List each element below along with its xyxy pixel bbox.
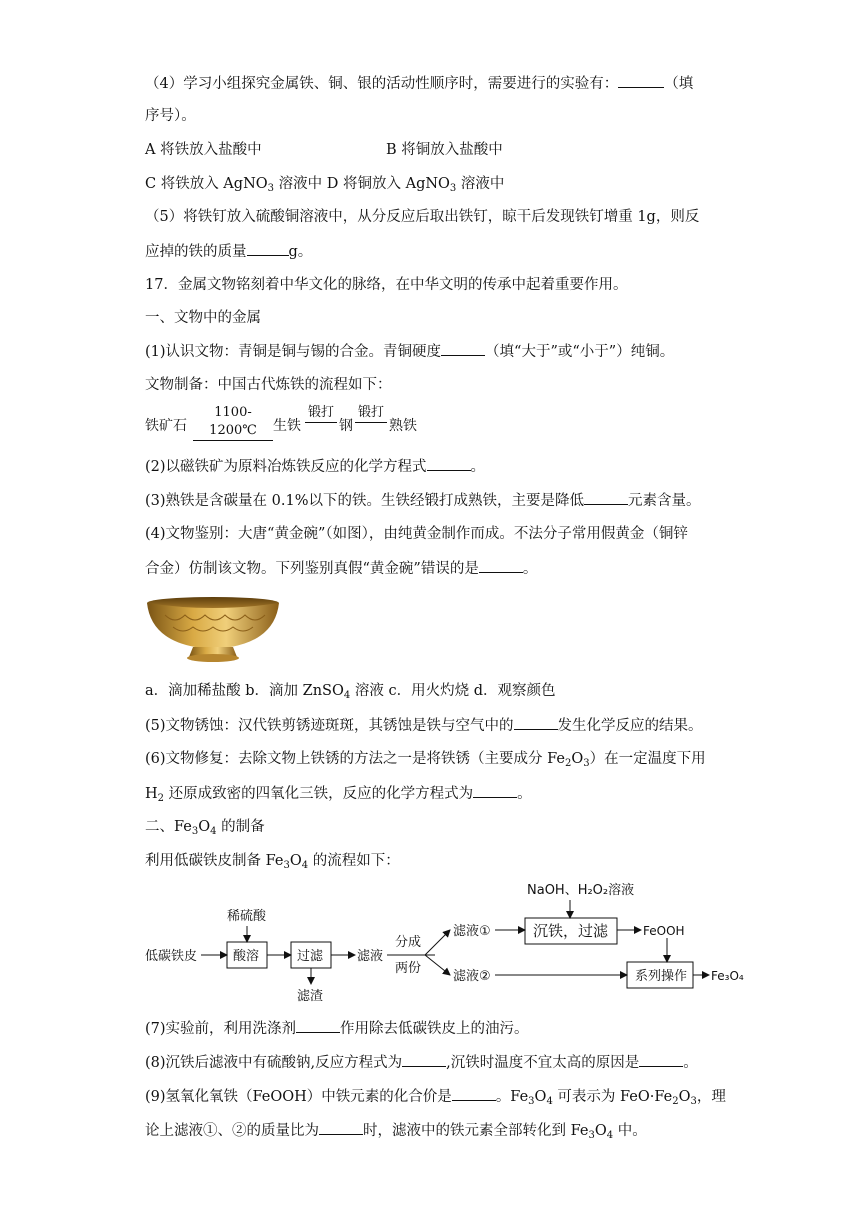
formula-text: O [678, 1089, 691, 1105]
q17-part6-line1 [145, 749, 706, 769]
q17-part6-text-end: ）在一定温度下用 [589, 751, 706, 767]
diagram-intro [145, 851, 400, 871]
q17-part1-text: (1)认识文物：青铜是铜与锡的合金。青铜硬度 [145, 344, 442, 360]
formula-text: O [289, 853, 302, 869]
option-b-text: B 将铜放入盐酸中 [386, 142, 503, 158]
q17-part3-text: (3)熟铁是含碳量在 0.1%以下的铁。生铁经锻打成熟铁，主要是降低 [145, 493, 584, 509]
section-heading-1 [145, 308, 261, 328]
formula-text: H [145, 786, 158, 802]
subscript: 3 [583, 758, 590, 769]
q17-part6-text-cont: 还原成致密的四氧化三铁，反应的化学方程式为 [164, 786, 474, 802]
section-heading-2-text-end: 的制备 [216, 819, 265, 835]
q17-part9-line1 [145, 1086, 726, 1107]
period: 。 [522, 561, 538, 577]
flow-intro-text: 文物制备：中国古代炼铁的流程如下： [145, 377, 392, 393]
q17-part4-text: (4)文物鉴别：大唐“黄金碗”（如图），由纯黄金制作而成。不法分子常用假黄金（铜锌 [145, 526, 688, 542]
q16-part4-text: （4）学习小组探究金属铁、铜、银的活动性顺序时，需要进行的实验有： [145, 76, 619, 92]
period: 。 [517, 786, 532, 802]
diagram-filtrate: 滤液 [357, 949, 384, 964]
q17-part9-text-end: 中。 [613, 1123, 647, 1139]
formula-text: O [534, 1089, 547, 1105]
answer-blank[interactable] [584, 490, 628, 505]
answer-blank[interactable] [639, 1052, 683, 1067]
q16-part5-text-cont: 应掉的铁的质量 [145, 244, 247, 260]
formula-text: O [571, 751, 584, 767]
q17-part9-line2 [145, 1120, 647, 1141]
q17-part4-line2 [145, 558, 537, 579]
diagram-acid-dissolve-box: 酸溶 [233, 949, 260, 964]
diagram-series-operation-box: 系列操作 [635, 969, 688, 984]
diagram-product-fe3o4: Fe₃O₄ [711, 969, 744, 983]
section-heading-1-text: 一、文物中的金属 [145, 310, 261, 326]
period: 。 [470, 459, 486, 475]
q17-part7-text: (7)实验前，利用洗涤剂 [145, 1021, 297, 1037]
q17-part8-text-mid: ,沉铁时温度不宜太高的原因是 [446, 1055, 640, 1071]
answer-blank[interactable] [618, 73, 664, 88]
q16-part5-line2 [145, 241, 312, 262]
subscript: 3 [283, 860, 290, 871]
q17-part8-text: (8)沉铁后滤液中有硫酸钠,反应方程式为 [145, 1055, 403, 1071]
q17-part3 [145, 490, 700, 511]
diagram-residue: 滤渣 [297, 989, 324, 1004]
diagram-filtrate-2: 滤液② [453, 969, 491, 984]
answer-blank[interactable] [452, 1086, 496, 1101]
answer-blank[interactable] [427, 456, 471, 471]
diagram-intro-text-end: 的流程如下： [308, 853, 400, 869]
diagram-filter-box: 过滤 [297, 949, 324, 964]
q16-option-a [145, 140, 262, 160]
flow-steel: 钢 [339, 418, 353, 434]
flow-iron-ore: 铁矿石 [145, 418, 187, 434]
q17-part1-text-end: （填“大于”或“小于”）纯铜。 [485, 344, 675, 360]
q17-part2 [145, 456, 485, 477]
subscript: 2 [157, 793, 165, 804]
q16-part4-text-cont: 序号）。 [145, 108, 196, 124]
q16-part5-text: （5）将铁钉放入硫酸铜溶液中，从分反应后取出铁钉，晾干后发现铁钉增重 1g，则反 [145, 209, 700, 225]
q17-part6-line2 [145, 783, 532, 804]
diagram-split-label: 两份 [395, 961, 422, 976]
fe3o4-process-diagram [145, 880, 755, 1005]
answer-blank[interactable] [247, 241, 289, 256]
subscript: 4 [546, 1096, 553, 1107]
q17-title-text: 17．金属文物铭刻着中华文化的脉络，在中华文明的传承中起着重要作用。 [145, 277, 628, 293]
q17-part2-text: (2)以磁铁矿为原料冶炼铁反应的化学方程式 [145, 459, 427, 475]
q16-part5-line1 [145, 207, 699, 227]
q17-part6-text: (6)文物修复：去除文物上铁锈的方法之一是将铁锈（主要成分 Fe [145, 751, 565, 767]
q16-part4-line1 [145, 73, 693, 94]
q17-part5-text: (5)文物锈蚀：汉代铁剪锈迹斑斑，其锈蚀是铁与空气中的 [145, 718, 514, 734]
formula-text: O [594, 1123, 607, 1139]
q16-options-cd [145, 174, 504, 194]
q17-part8 [145, 1052, 698, 1073]
subscript: 3 [690, 1096, 697, 1107]
option-text: 溶液 c．用火灼烧 d．观察颜色 [350, 683, 556, 699]
q17-part5-text-end: 发生化学反应的结果。 [557, 718, 703, 734]
section-heading-2-text: 二、Fe [145, 819, 192, 835]
flow-wrought-iron: 熟铁 [389, 418, 417, 434]
q17-part7 [145, 1018, 529, 1039]
answer-blank[interactable] [514, 715, 558, 730]
subscript: 4 [301, 860, 309, 871]
subscript: 3 [191, 826, 199, 837]
subscript: 4 [343, 690, 351, 701]
iron-smelting-flow [145, 404, 445, 440]
subscript: 4 [606, 1130, 614, 1141]
diagram-intro-text: 利用低碳铁皮制备 Fe [145, 853, 284, 869]
formula-text: 时，滤液中的铁元素全部转化到 Fe [363, 1123, 589, 1139]
subscript: 4 [210, 826, 217, 837]
q17-part3-text-end: 元素含量。 [627, 493, 701, 509]
q17-part9-text-cont: 论上滤液①、②的质量比为 [145, 1123, 319, 1139]
flow-pig-iron: 生铁 [273, 418, 301, 434]
answer-blank[interactable] [319, 1120, 363, 1135]
subscript: 3 [267, 183, 275, 194]
formula-text: 。Fe [495, 1089, 529, 1105]
subscript: 2 [672, 1096, 679, 1107]
q17-title [145, 275, 627, 295]
option-text: a．滴加稀盐酸 b．滴加 ZnSO [145, 683, 344, 699]
unit-text: g。 [288, 244, 313, 260]
answer-blank[interactable] [296, 1018, 340, 1033]
q17-part1 [145, 341, 674, 362]
flow-intro [145, 375, 392, 395]
q17-part7-text-end: 作用除去低碳铁皮上的油污。 [340, 1021, 529, 1037]
period: 。 [683, 1055, 698, 1071]
flow-condition-temperature: 1100-1200℃ [193, 404, 273, 441]
golden-bowl-image [145, 595, 282, 665]
subscript: 3 [449, 183, 457, 194]
q17-part9-text-end: ，理 [696, 1089, 726, 1105]
flow-condition-forging: 锻打 [355, 404, 387, 423]
q17-part4-text-cont: 合金）仿制该文物。下列鉴别真假“黄金碗”错误的是 [145, 561, 479, 577]
flow-condition-forging: 锻打 [305, 404, 337, 423]
q16-part4-line2 [145, 106, 196, 126]
q16-option-b [386, 140, 503, 160]
answer-blank[interactable] [441, 341, 485, 356]
diagram-precipitate-filter-box: 沉铁，过滤 [533, 922, 609, 940]
option-d-text: 溶液中 D 将铜放入 AgNO [274, 176, 450, 192]
diagram-sulfuric-acid: 稀硫酸 [227, 909, 267, 924]
answer-blank[interactable] [473, 783, 517, 798]
option-c-text: C 将铁放入 AgNO [145, 176, 268, 192]
option-d-text-end: 溶液中 [456, 176, 505, 192]
diagram-low-carbon-iron: 低碳铁皮 [145, 949, 198, 964]
diagram-filtrate-1: 滤液① [453, 924, 491, 939]
formula-text: 可表示为 FeO·Fe [552, 1089, 673, 1105]
q16-part4-text-end: （填 [664, 76, 694, 92]
q17-part4-options [145, 681, 556, 701]
diagram-feooh: FeOOH [643, 924, 685, 938]
section-heading-2 [145, 817, 265, 837]
subscript: 3 [588, 1130, 595, 1141]
q17-part4-line1 [145, 524, 688, 544]
answer-blank[interactable] [479, 558, 523, 573]
q17-part5 [145, 715, 703, 736]
subscript: 3 [528, 1096, 535, 1107]
diagram-reagent-naoh-h2o2: NaOH、H₂O₂溶液 [527, 883, 635, 898]
diagram-split-label: 分成 [395, 935, 422, 950]
formula-text: O [198, 819, 211, 835]
subscript: 2 [565, 758, 572, 769]
option-a-text: A 将铁放入盐酸中 [145, 142, 262, 158]
q17-part9-text: (9)氢氧化氧铁（FeOOH）中铁元素的化合价是 [145, 1089, 452, 1105]
answer-blank[interactable] [402, 1052, 446, 1067]
